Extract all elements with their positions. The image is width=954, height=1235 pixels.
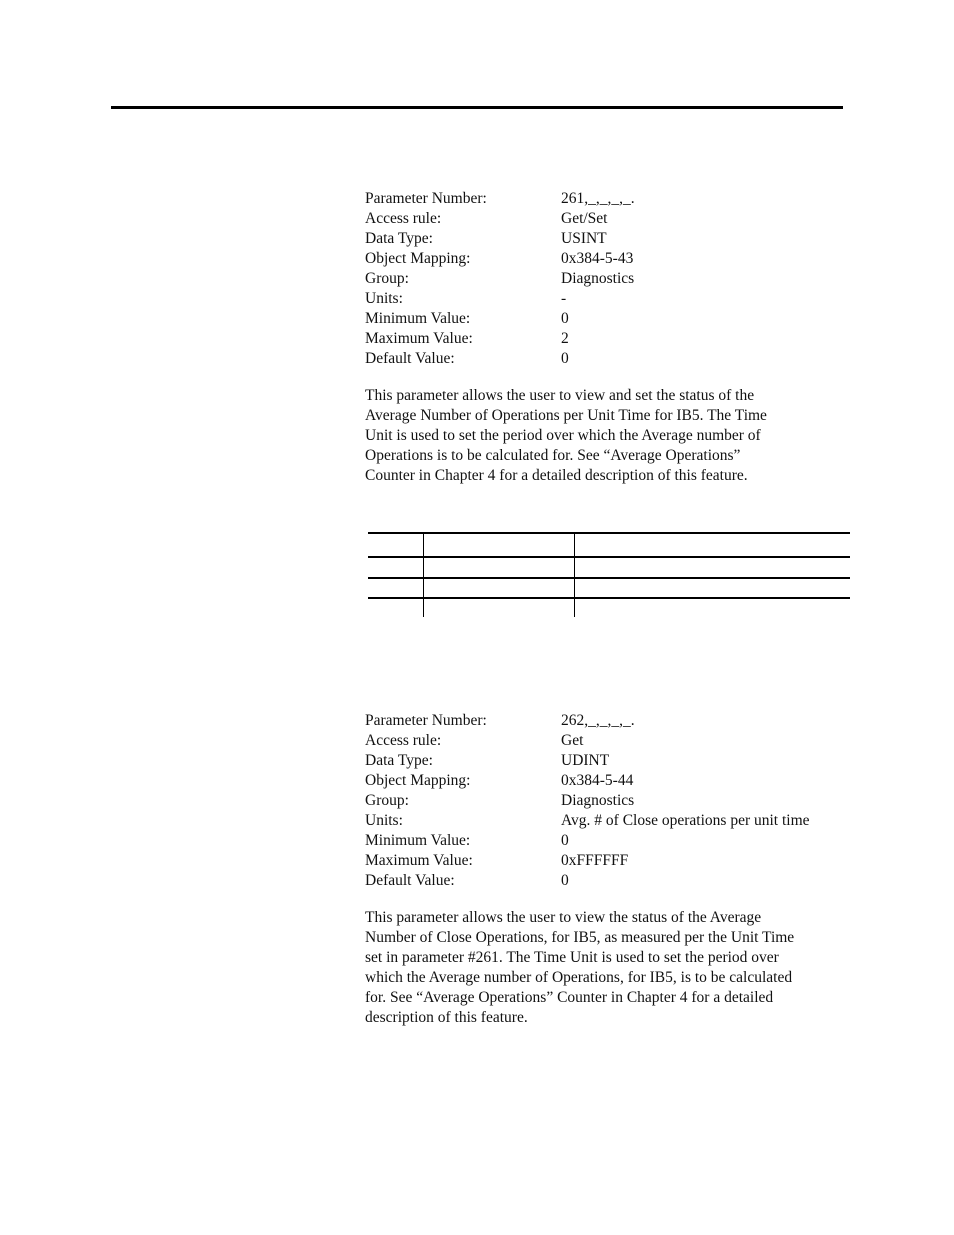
param-label: Parameter Number: <box>365 712 487 729</box>
param-label: Minimum Value: <box>365 832 471 849</box>
param-label: Maximum Value: <box>365 852 473 869</box>
param-label: Object Mapping: <box>365 250 471 267</box>
table-top-border <box>368 532 850 534</box>
param-label: Default Value: <box>365 872 455 889</box>
param-value: - <box>561 290 567 307</box>
description-line: This parameter allows the user to view and set the status of the <box>365 387 755 404</box>
description-line: Number of Close Operations, for IB5, as measured per the Unit Time <box>365 929 795 946</box>
param-label: Group: <box>365 792 409 809</box>
description-line: This parameter allows the user to view the status of the Average <box>365 909 762 926</box>
param-value: 0 <box>561 832 569 849</box>
param-label: Access rule: <box>365 210 442 227</box>
param-label: Data Type: <box>365 230 433 247</box>
description-line: Average Number of Operations per Unit Time for IB5. The Time <box>365 407 767 424</box>
param-value: 0xFFFFFF <box>561 852 629 869</box>
table-row-border <box>368 577 850 579</box>
table-column-divider <box>423 532 424 617</box>
param-value: Get <box>561 732 584 749</box>
param-label: Access rule: <box>365 732 442 749</box>
description-line: for. See “Average Operations” Counter in Chapter 4 for a detailed <box>365 989 774 1006</box>
value-table <box>368 532 850 617</box>
param-label: Parameter Number: <box>365 190 487 207</box>
description-line: Operations is to be calculated for. See “Average Operations” <box>365 447 741 464</box>
header-rule <box>111 106 843 109</box>
param-label: Maximum Value: <box>365 330 473 347</box>
param-value: 0x384-5-43 <box>561 250 634 267</box>
param-value: 0x384-5-44 <box>561 772 634 789</box>
param-value: Get/Set <box>561 210 608 227</box>
param-value: UDINT <box>561 752 610 769</box>
description-line: set in parameter #261. The Time Unit is used to set the period over <box>365 949 779 966</box>
description-line: Unit is used to set the period over which the Average number of <box>365 427 761 444</box>
param-value: 0 <box>561 310 569 327</box>
param-value: Diagnostics <box>561 270 635 287</box>
description-line: Counter in Chapter 4 for a detailed description of this feature. <box>365 467 748 484</box>
param-label: Group: <box>365 270 409 287</box>
param-label: Minimum Value: <box>365 310 471 327</box>
description-line: description of this feature. <box>365 1009 528 1026</box>
param-value: 262,_,_,_,_. <box>561 712 635 729</box>
description-line: which the Average number of Operations, for IB5, is to be calculated <box>365 969 793 986</box>
param-value: 2 <box>561 330 569 347</box>
param-value: Avg. # of Close operations per unit time <box>561 812 810 829</box>
param-label: Units: <box>365 812 403 829</box>
param-value: 0 <box>561 872 569 889</box>
param-value: Diagnostics <box>561 792 635 809</box>
param-262-description <box>365 908 845 1028</box>
param-label: Units: <box>365 290 403 307</box>
table-header-border <box>368 556 850 558</box>
param-label: Default Value: <box>365 350 455 367</box>
param-label: Object Mapping: <box>365 772 471 789</box>
table-column-divider <box>574 532 575 617</box>
param-value: USINT <box>561 230 607 247</box>
param-value: 0 <box>561 350 569 367</box>
param-261-description <box>365 386 845 486</box>
table-row-border <box>368 597 850 599</box>
param-label: Data Type: <box>365 752 433 769</box>
param-value: 261,_,_,_,_. <box>561 190 635 207</box>
